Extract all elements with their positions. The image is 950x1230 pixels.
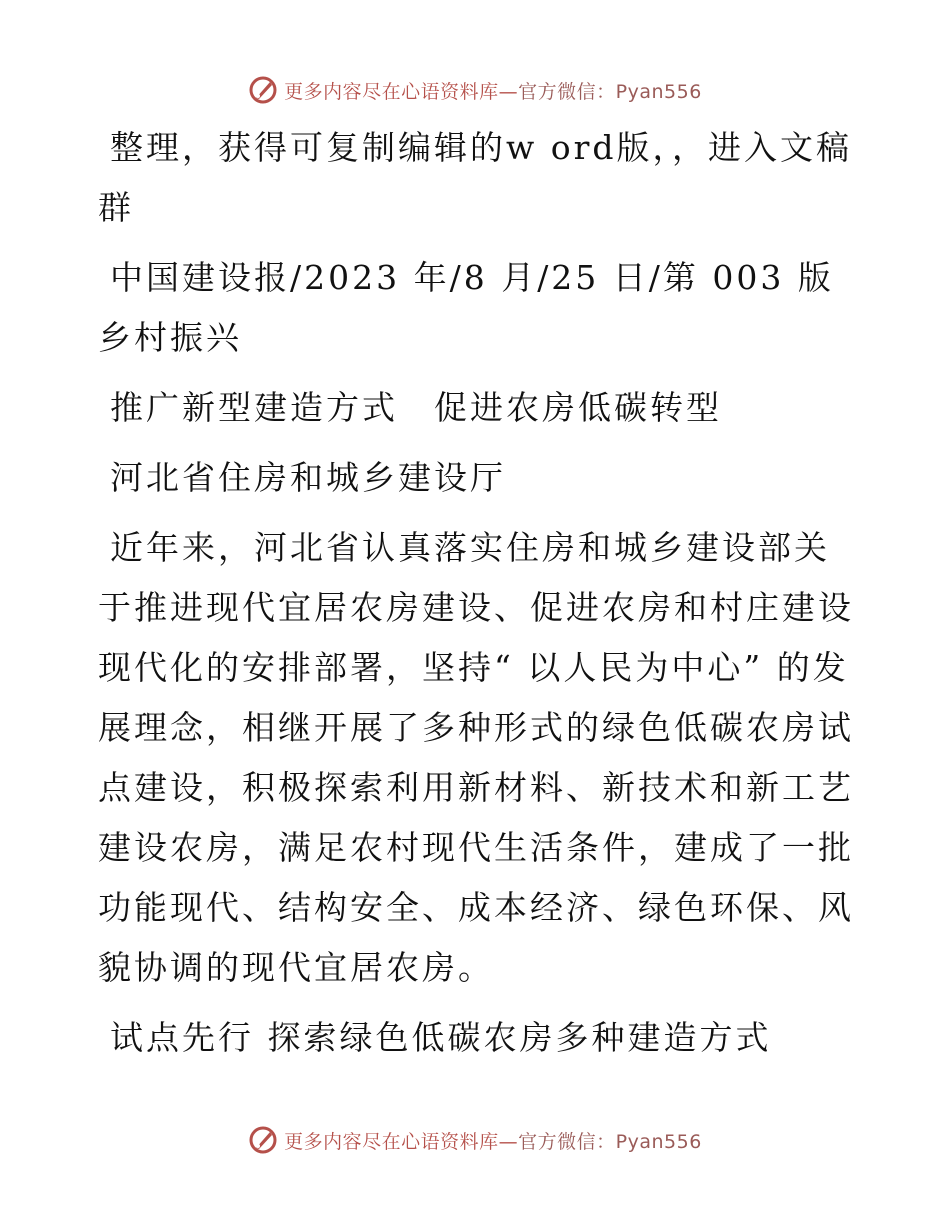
section-heading: 试点先行 探索绿色低碳农房多种建造方式 <box>110 1018 772 1057</box>
quill-circle-icon <box>248 75 278 105</box>
watermark-text: 更多内容尽在心语资料库—官方微信：Pyan556 <box>284 1130 702 1153</box>
watermark-banner-bottom <box>0 1120 950 1160</box>
document-body <box>98 118 858 1078</box>
body-paragraph: 近年来，河北省认真落实住房和城乡建设部关于推进现代宜居农房建设、促进农房和村庄建设现代化的安排部署，坚持“ 以人民为中心” 的发展理念，相继开展了多种形式的绿色低碳农房试点建设，积极探索利用新材料、新技术和新工艺建设农房，满足农村现代生活条件，建成了一批功能现代、结构安全、成本经济、绿色环保、风貌协调的现代宜居农房。 <box>98 528 854 987</box>
watermark-banner-top <box>0 70 950 110</box>
article-author: 河北省住房和城乡建设厅 <box>110 458 506 497</box>
quill-circle-icon <box>248 1125 278 1155</box>
article-title: 推广新型建造方式 促进农房低碳转型 <box>110 388 722 427</box>
source-line: 中国建设报/2023 年/8 月/25 日/第 003 版乡村振兴 <box>98 258 834 357</box>
watermark-text: 更多内容尽在心语资料库—官方微信：Pyan556 <box>284 80 702 103</box>
intro-note: 整理，获得可复制编辑的w ord版，，进入文稿群 <box>98 128 853 227</box>
